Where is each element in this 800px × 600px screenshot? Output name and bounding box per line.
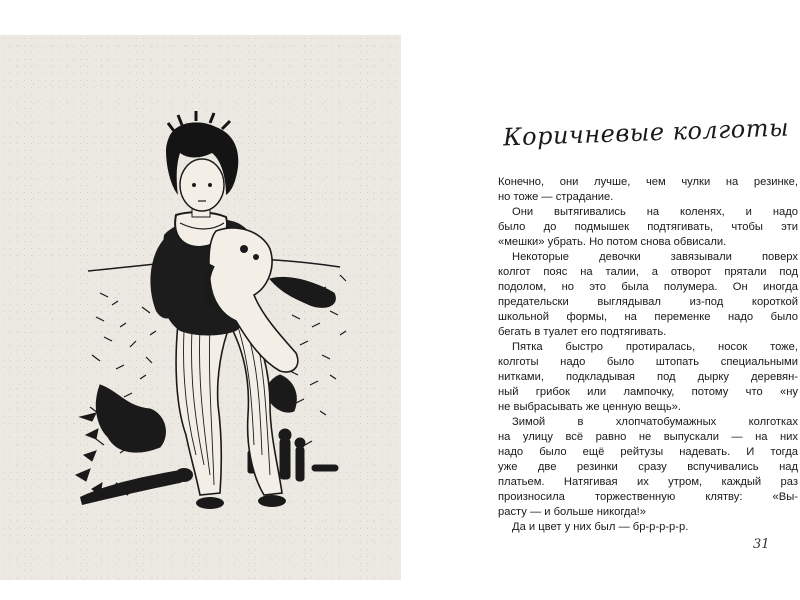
text-line: «мешки» убрать. Но потом снова обвисали. (498, 236, 727, 248)
text-line: колготы надо было штопать специальными (498, 356, 798, 368)
text-line: было до подмышек подтягивать, чтобы эти (498, 221, 798, 233)
chapter-title: Коричневые колготы (502, 113, 790, 152)
text-line: школьной формы, на переменке надо было (498, 311, 798, 323)
text-line: нитками, подкладывая под дырку деревян- (498, 371, 798, 383)
text-line: но тоже — страдание. (498, 191, 614, 203)
text-line: надо было ещё рейтузы надевать. И тогда (498, 446, 798, 458)
text-line: подолом, но это была полумера. Он иногда (498, 281, 798, 293)
text-line: уже две резинки сразу вспучивались над (498, 461, 798, 473)
body-text (498, 175, 798, 535)
text-line: платьем. Натягивая их утром, каждый раз (498, 476, 798, 488)
text-line: Некоторые девочки завязывали поверх (512, 251, 798, 263)
text-line: на улицу всё равно не выпускали — на них (498, 431, 798, 443)
text-line: ный грибок или лампочку, потому что «ну (498, 386, 798, 398)
illustration-page (0, 35, 401, 580)
text-line: Пятка быстро протиралась, носок тоже, (512, 341, 798, 353)
text-line: расту — и больше никогда!» (498, 506, 647, 518)
page-number: 31 (753, 537, 770, 552)
text-line: не выбрасывать же ценную вещь». (498, 401, 682, 413)
text-line: бегать в туалет его подтягивать. (498, 326, 667, 338)
text-line: Да и цвет у них был — бр-р-р-р-р. (512, 521, 689, 533)
text-line: Конечно, они лучше, чем чулки на резинке, (498, 176, 798, 188)
girl-illustration (0, 35, 401, 580)
text-page (401, 35, 800, 580)
girl-figure (150, 111, 297, 509)
text-line: колгот пояс на талии, а отворот прятали под (498, 266, 798, 278)
text-line: предательски выглядывал из-под короткой (498, 296, 798, 308)
text-line: Они вытягивались на коленях, и надо (512, 206, 798, 218)
text-line: произносила торжественную клятву: «Вы- (498, 491, 798, 503)
text-line: Зимой в хлопчатобумажных колготках (512, 416, 798, 428)
